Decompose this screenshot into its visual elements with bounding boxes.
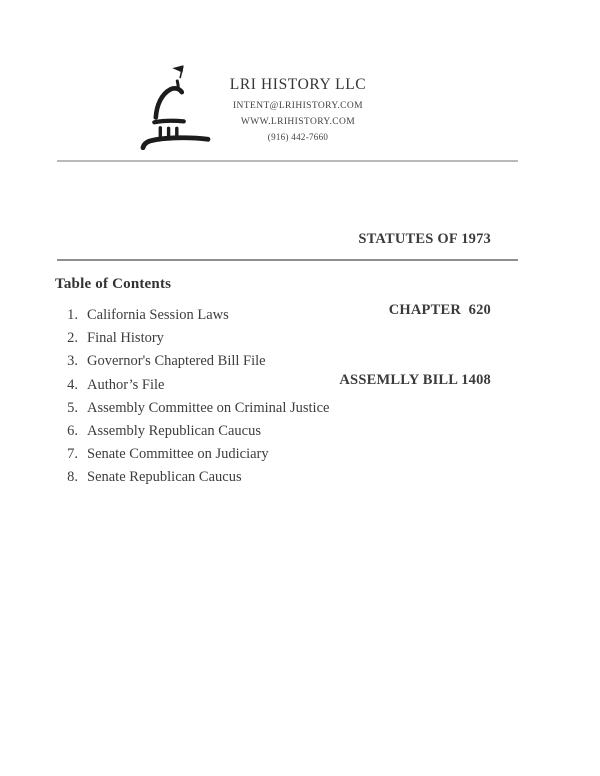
toc-item-number: 2.: [67, 330, 78, 347]
org-email: INTENT@LRIHISTORY.COM: [232, 101, 363, 111]
toc-item-number: 7.: [67, 446, 78, 463]
chapter-line: CHAPTER 620: [388, 301, 491, 318]
toc-item: [56, 374, 329, 397]
toc-item-label: Assembly Committee on Criminal Justice: [87, 399, 330, 416]
statutes-line: STATUTES OF 1973: [358, 231, 491, 247]
toc-item: [56, 304, 329, 327]
toc-item-label: Governor's Chaptered Bill File: [87, 353, 266, 370]
toc-item-number: 3.: [67, 353, 78, 370]
org-name: LRI HISTORY LLC: [229, 76, 367, 93]
letterhead: [188, 75, 408, 146]
toc-item-number: 6.: [67, 422, 78, 439]
bill-reference-block: [339, 181, 491, 440]
toc-heading: Table of Contents: [55, 276, 172, 292]
toc-item: [56, 443, 329, 466]
org-website: WWW.LRIHISTORY.COM: [240, 116, 356, 127]
toc-item: [56, 466, 329, 489]
toc-item-label: Author’s File: [87, 376, 165, 393]
toc-item: [56, 350, 329, 373]
toc-item-number: 1.: [67, 307, 78, 323]
toc-item-label: California Session Laws: [87, 307, 229, 323]
toc-item-label: Final History: [87, 330, 164, 347]
toc-item-number: 5.: [67, 399, 78, 416]
toc-item-number: 4.: [67, 376, 78, 393]
toc-item-label: Assembly Republican Caucus: [87, 422, 261, 439]
bill-line: ASSEMLLY BILL 1408: [339, 372, 491, 388]
toc-item: [56, 397, 329, 420]
org-phone: (916) 442-7660: [267, 132, 329, 142]
toc-item: [56, 327, 329, 350]
divider-top: [57, 160, 518, 162]
toc-item-number: 8.: [67, 469, 78, 486]
toc-item-label: Senate Republican Caucus: [87, 469, 242, 486]
toc-item-label: Senate Committee on Judiciary: [87, 446, 269, 463]
toc-item: [56, 420, 329, 443]
divider-bottom: [57, 259, 518, 261]
toc-list: [56, 304, 329, 490]
